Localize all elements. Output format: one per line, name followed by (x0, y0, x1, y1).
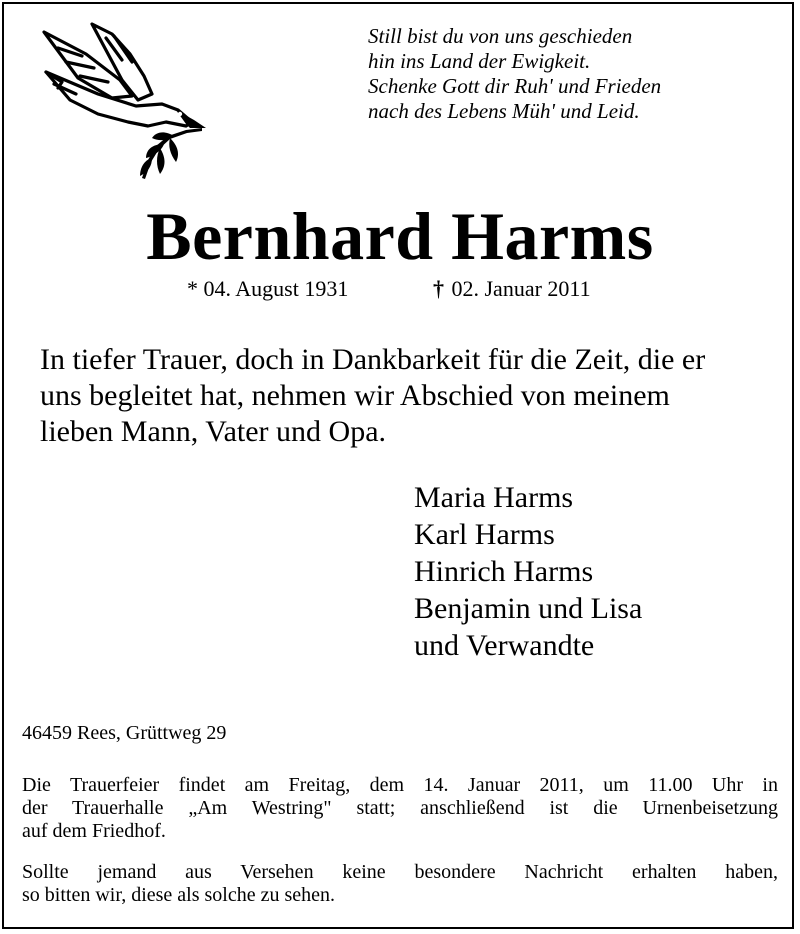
funeral-notice-line: Die Trauerfeier findet am Freitag, dem 14. Januar 2011, um 11.00 Uhr in (22, 774, 778, 796)
closing-note-line: Sollte jemand aus Versehen keine besondere Nachricht erhalten haben, (22, 861, 778, 883)
mourning-line: lieben Mann, Vater und Opa. (40, 415, 387, 448)
family-member: Benjamin und Lisa (414, 592, 643, 625)
poem (368, 24, 778, 124)
family-list (414, 479, 642, 664)
funeral-notice-line: auf dem Friedhof. (22, 820, 166, 842)
cross-icon: † (433, 276, 444, 301)
poem-line: Schenke Gott dir Ruh' und Frieden (368, 74, 662, 98)
death-date-group (433, 274, 591, 304)
address: 46459 Rees, Grüttweg 29 (22, 722, 227, 744)
family-member: Karl Harms (414, 518, 555, 551)
family-member: Maria Harms (414, 481, 574, 514)
funeral-notice (22, 774, 778, 843)
mourning-line: In tiefer Trauer, doch in Dankbarkeit für die Zeit, die er (40, 343, 706, 376)
closing-note (22, 861, 778, 907)
birth-date: * 04. August 1931 (187, 276, 349, 301)
deceased-name: Bernhard Harms (146, 198, 654, 274)
poem-line: Still bist du von uns geschieden (368, 24, 633, 48)
death-date: 02. Januar 2011 (451, 276, 591, 301)
mourning-text (40, 342, 760, 450)
dove-with-olive-branch-icon (36, 18, 208, 183)
family-member: Hinrich Harms (414, 555, 594, 588)
funeral-notice-line: der Trauerhalle „Am Westring" statt; anschließend ist die Urnenbeisetzung (22, 797, 778, 819)
family-member: und Verwandte (414, 629, 595, 662)
mourning-line: uns begleitet hat, nehmen wir Abschied von meinem (40, 379, 670, 412)
poem-line: hin ins Land der Ewigkeit. (368, 49, 591, 73)
closing-note-line: so bitten wir, diese als solche zu sehen. (22, 884, 336, 906)
poem-line: nach des Lebens Müh' und Leid. (368, 99, 640, 123)
